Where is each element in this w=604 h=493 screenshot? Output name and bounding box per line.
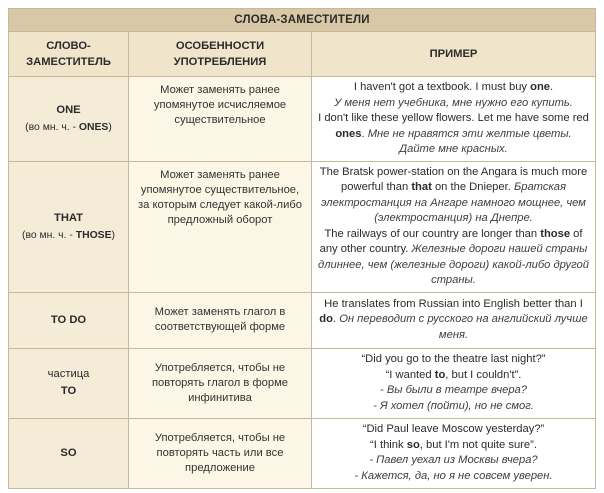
- example-so-question: “Did Paul leave Moscow yesterday?”: [362, 423, 545, 435]
- term-that-plural-suffix: ): [111, 229, 115, 241]
- example-one-text2-end: .: [361, 127, 368, 140]
- example-to-translation2: - Я хотел (пойти), но не смог.: [373, 399, 534, 412]
- usage-one: Может заменять ранее упомянутое исчисляемое существительное: [129, 77, 312, 162]
- example-that-text2: The railways of our country are longer than: [324, 227, 541, 240]
- example-so-word: so: [406, 438, 420, 451]
- example-to-answer: “I wanted: [385, 368, 435, 381]
- term-to: TO: [60, 385, 77, 397]
- header-col2-line1: ОСОБЕННОСТИ: [175, 40, 265, 52]
- example-that-translation1: Братская электростанция на Ангаре намного мощнее, чем (электростанция) на Днепре.: [321, 181, 586, 224]
- term-to-particle: частица: [47, 368, 90, 380]
- example-todo: [312, 292, 596, 348]
- table-row-todo: [9, 292, 596, 348]
- example-to-question: “Did you go to the theatre last night?”: [361, 353, 546, 365]
- term-one-plural-word: ONES: [78, 121, 109, 133]
- usage-todo: Может заменять глагол в соответствующей форме: [129, 292, 312, 348]
- example-todo-word: do: [319, 313, 333, 326]
- term-one-plural-prefix: (во мн. ч. -: [25, 121, 79, 133]
- example-one-translation2: Мне не нравятся эти желтые цветы. Дайте мне красных.: [367, 127, 572, 155]
- example-to-answer-end: , but I couldn't”.: [445, 368, 522, 381]
- example-so-answer: “I think: [370, 438, 407, 451]
- header-row: [9, 32, 596, 77]
- example-one-text2: I don't like these yellow flowers. Let me have some red: [318, 112, 589, 124]
- header-usage: [129, 32, 312, 77]
- example-to-word: to: [434, 368, 446, 381]
- term-that: THAT: [54, 211, 83, 224]
- example-so: [312, 418, 596, 488]
- table-row-one: [9, 77, 596, 162]
- term-one-plural: [25, 122, 112, 133]
- example-one-word1: one: [530, 81, 551, 93]
- term-one-plural-suffix: ): [108, 121, 112, 133]
- example-one-text1-end: .: [550, 81, 554, 93]
- example-that-text1-end: on the Dnieper.: [431, 181, 514, 193]
- example-one-text1: I haven't got a textbook. I must buy: [353, 81, 531, 93]
- example-that-text2-end: of any other country.: [319, 227, 583, 255]
- header-col1-line1: СЛОВО-: [46, 40, 91, 52]
- term-that-plural: [22, 230, 115, 241]
- table-row-so: [9, 418, 596, 488]
- term-cell-todo: [9, 292, 129, 348]
- term-todo: TO DO: [50, 313, 87, 326]
- term-one: ONE: [56, 103, 81, 116]
- example-that-translation2: Железные дороги нашей страны длиннее, чем (железные дороги) какой-либо другой страны.: [318, 243, 589, 286]
- example-to: [312, 348, 596, 418]
- example-todo-text-end: .: [332, 313, 340, 326]
- header-col2-line2: УПОТРЕБЛЕНИЯ: [173, 56, 267, 68]
- example-that-word2: those: [540, 227, 571, 240]
- term-that-plural-prefix: (во мн. ч. -: [22, 229, 76, 241]
- example-so-translation2: - Кажется, да, но я не совсем уверен.: [354, 469, 553, 482]
- term-cell-to: [9, 348, 129, 418]
- example-one-word2: ones: [335, 127, 362, 140]
- term-that-plural-word: THOSE: [75, 229, 112, 241]
- term-cell-that: [9, 161, 129, 292]
- example-that-word1: that: [411, 181, 432, 193]
- example-to-translation1: - Вы были в театре вчера?: [379, 384, 528, 396]
- table-title: СЛОВА-ЗАМЕСТИТЕЛИ: [9, 9, 596, 32]
- term-cell-one: [9, 77, 129, 162]
- example-so-translation1: - Павел уехал из Москвы вчера?: [369, 454, 538, 466]
- pronoun-substitutes-table: [8, 8, 596, 489]
- usage-so: Употребляется, чтобы не повторять часть или все предложение: [129, 418, 312, 488]
- header-substitute-word: [9, 32, 129, 77]
- example-that: [312, 161, 596, 292]
- example-one: [312, 77, 596, 162]
- header-example: ПРИМЕР: [312, 32, 596, 77]
- example-so-answer-end: , but I'm not quite sure”.: [419, 438, 537, 451]
- table-row-to: [9, 348, 596, 418]
- title-row: [9, 9, 596, 32]
- term-so: SO: [60, 446, 77, 459]
- term-cell-so: [9, 418, 129, 488]
- example-that-text1: The Bratsk power-station on the Angara is much more powerful than: [319, 165, 588, 193]
- example-todo-translation: Он переводит с русского на английский лучше меня.: [339, 313, 588, 341]
- example-todo-text: He translates from Russian into English better than I: [324, 297, 583, 310]
- example-one-translation1: У меня нет учебника, мне нужно его купить.: [334, 96, 573, 109]
- header-col1-line2: ЗАМЕСТИТЕЛЬ: [26, 56, 111, 68]
- table-row-that: [9, 161, 596, 292]
- table-container: [8, 8, 595, 489]
- usage-to: Употребляется, чтобы не повторять глагол в форме инфинитива: [129, 348, 312, 418]
- usage-that: Может заменять ранее упомянутое существительное, за которым следует какой-либо предложный оборот: [129, 161, 312, 292]
